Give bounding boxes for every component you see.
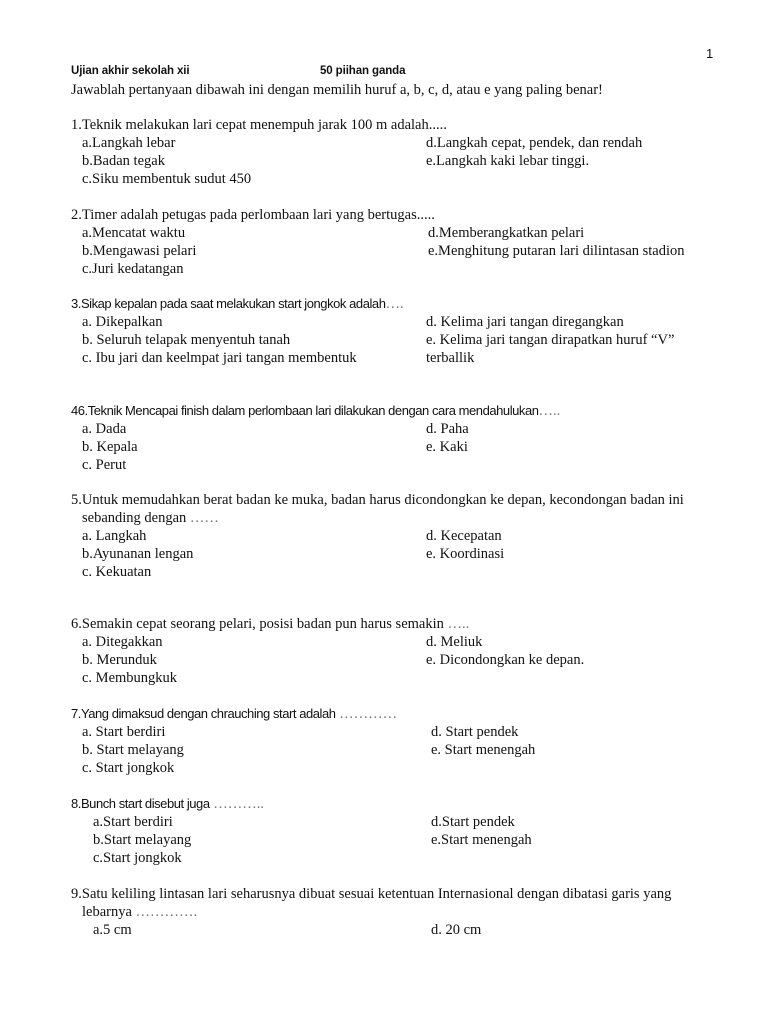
option-c: c.Juri kedatangan: [82, 261, 184, 277]
question-stem: 1.Teknik melakukan lari cepat menempuh jarak 100 m adalah.....: [71, 117, 447, 133]
question-8: [71, 795, 721, 867]
instruction: Jawablah pertanyaan dibawah ini dengan memilih huruf a, b, c, d, atau e yang paling benar!: [71, 82, 603, 98]
option-d: d. Meliuk: [426, 634, 483, 650]
option-d: d. 20 cm: [431, 922, 482, 938]
question-stem: 7.Yang dimaksud dengan chrauching start adalah …………: [71, 706, 398, 722]
answer-blank: …..: [538, 403, 561, 419]
page-number: 1: [706, 46, 714, 61]
option-a: a.Start berdiri: [93, 814, 173, 830]
option-a: a. Start berdiri: [82, 724, 166, 740]
option-e: e.Langkah kaki lebar tinggi.: [426, 153, 590, 169]
question-6: [71, 615, 721, 687]
option-b: b. Kepala: [82, 439, 138, 455]
option-a: a. Dikepalkan: [82, 314, 163, 330]
option-c: c.Siku membentuk sudut 450: [82, 171, 252, 187]
option-a: a.Langkah lebar: [82, 135, 176, 151]
question-stem: 46.Teknik Mencapai finish dalam perlombaan lari dilakukan dengan cara mendahulukan…..: [71, 403, 561, 419]
option-d: d.Start pendek: [431, 814, 515, 830]
question-stem: 8.Bunch start disebut juga ………..: [71, 796, 264, 812]
option-d: d.Langkah cepat, pendek, dan rendah: [426, 135, 643, 151]
answer-blank: …………: [339, 706, 398, 722]
answer-blank: ….: [385, 296, 404, 312]
option-d: d. Kelima jari tangan diregangkan: [426, 314, 624, 330]
option-e: e. Dicondongkan ke depan.: [426, 652, 585, 668]
option-a: a. Ditegakkan: [82, 634, 163, 650]
question-stem: 3.Sikap kepalan pada saat melakukan start jongkok adalah….: [71, 296, 404, 312]
option-b: b.Start melayang: [93, 832, 192, 848]
option-a: a. Dada: [82, 421, 127, 437]
exam-title: Ujian akhir sekolah xii: [71, 65, 190, 77]
option-c: c. Start jongkok: [82, 760, 175, 776]
exam-header: [71, 65, 711, 77]
option-a: a.5 cm: [93, 922, 132, 938]
option-d: d. Kecepatan: [426, 528, 502, 544]
option-e: e. Kaki: [426, 439, 468, 455]
question-9: [71, 885, 721, 939]
question-stem: 9.Satu keliling lintasan lari seharusnya dibuat sesuai ketentuan Internasional dengan dibatasi garis yang lebarnya ………….: [71, 886, 672, 920]
exam-format: 50 piihan ganda: [320, 65, 406, 77]
option-b: b. Merunduk: [82, 652, 157, 668]
answer-blank: ……: [189, 510, 219, 526]
option-b: b.Ayunanan lengan: [82, 546, 194, 562]
option-e-continued: terballik: [426, 350, 475, 366]
option-a: a. Langkah: [82, 528, 147, 544]
question-stem: 6.Semakin cepat seorang pelari, posisi badan pun harus semakin …..: [71, 616, 470, 632]
option-b: b.Badan tegak: [82, 153, 165, 169]
option-d: d.Memberangkatkan pelari: [428, 225, 585, 241]
option-e: e. Koordinasi: [426, 546, 505, 562]
question-7: [71, 705, 721, 777]
option-c: c. Kekuatan: [82, 564, 152, 580]
option-e: e.Start menengah: [431, 832, 532, 848]
answer-blank: ………..: [213, 796, 264, 812]
question-stem: 2.Timer adalah petugas pada perlombaan lari yang bertugas.....: [71, 207, 435, 223]
option-e: e. Kelima jari tangan dirapatkan huruf “V”: [426, 332, 675, 348]
option-c: c. Membungkuk: [82, 670, 178, 686]
option-b: b. Start melayang: [82, 742, 184, 758]
question-2: [71, 206, 721, 278]
option-e: e. Start menengah: [431, 742, 536, 758]
option-d: d. Start pendek: [431, 724, 519, 740]
option-a: a.Mencatat waktu: [82, 225, 186, 241]
option-c: c. Perut: [82, 457, 127, 473]
question-3: [71, 295, 721, 367]
question-1: [71, 116, 721, 188]
question-stem: 5.Untuk memudahkan berat badan ke muka, badan harus dicondongkan ke depan, kecondongan badan ini sebanding dengan ……: [71, 492, 684, 526]
option-b: b. Seluruh telapak menyentuh tanah: [82, 332, 291, 348]
answer-blank: ………….: [135, 904, 198, 920]
question-5: [71, 491, 721, 581]
option-e: e.Menghitung putaran lari dilintasan stadion: [428, 243, 685, 259]
option-d: d. Paha: [426, 421, 469, 437]
question-4: [71, 402, 721, 474]
option-c: c. Ibu jari dan keelmpat jari tangan membentuk: [82, 350, 357, 366]
option-c: c.Start jongkok: [93, 850, 182, 866]
answer-blank: …..: [447, 616, 470, 632]
option-b: b.Mengawasi pelari: [82, 243, 197, 259]
